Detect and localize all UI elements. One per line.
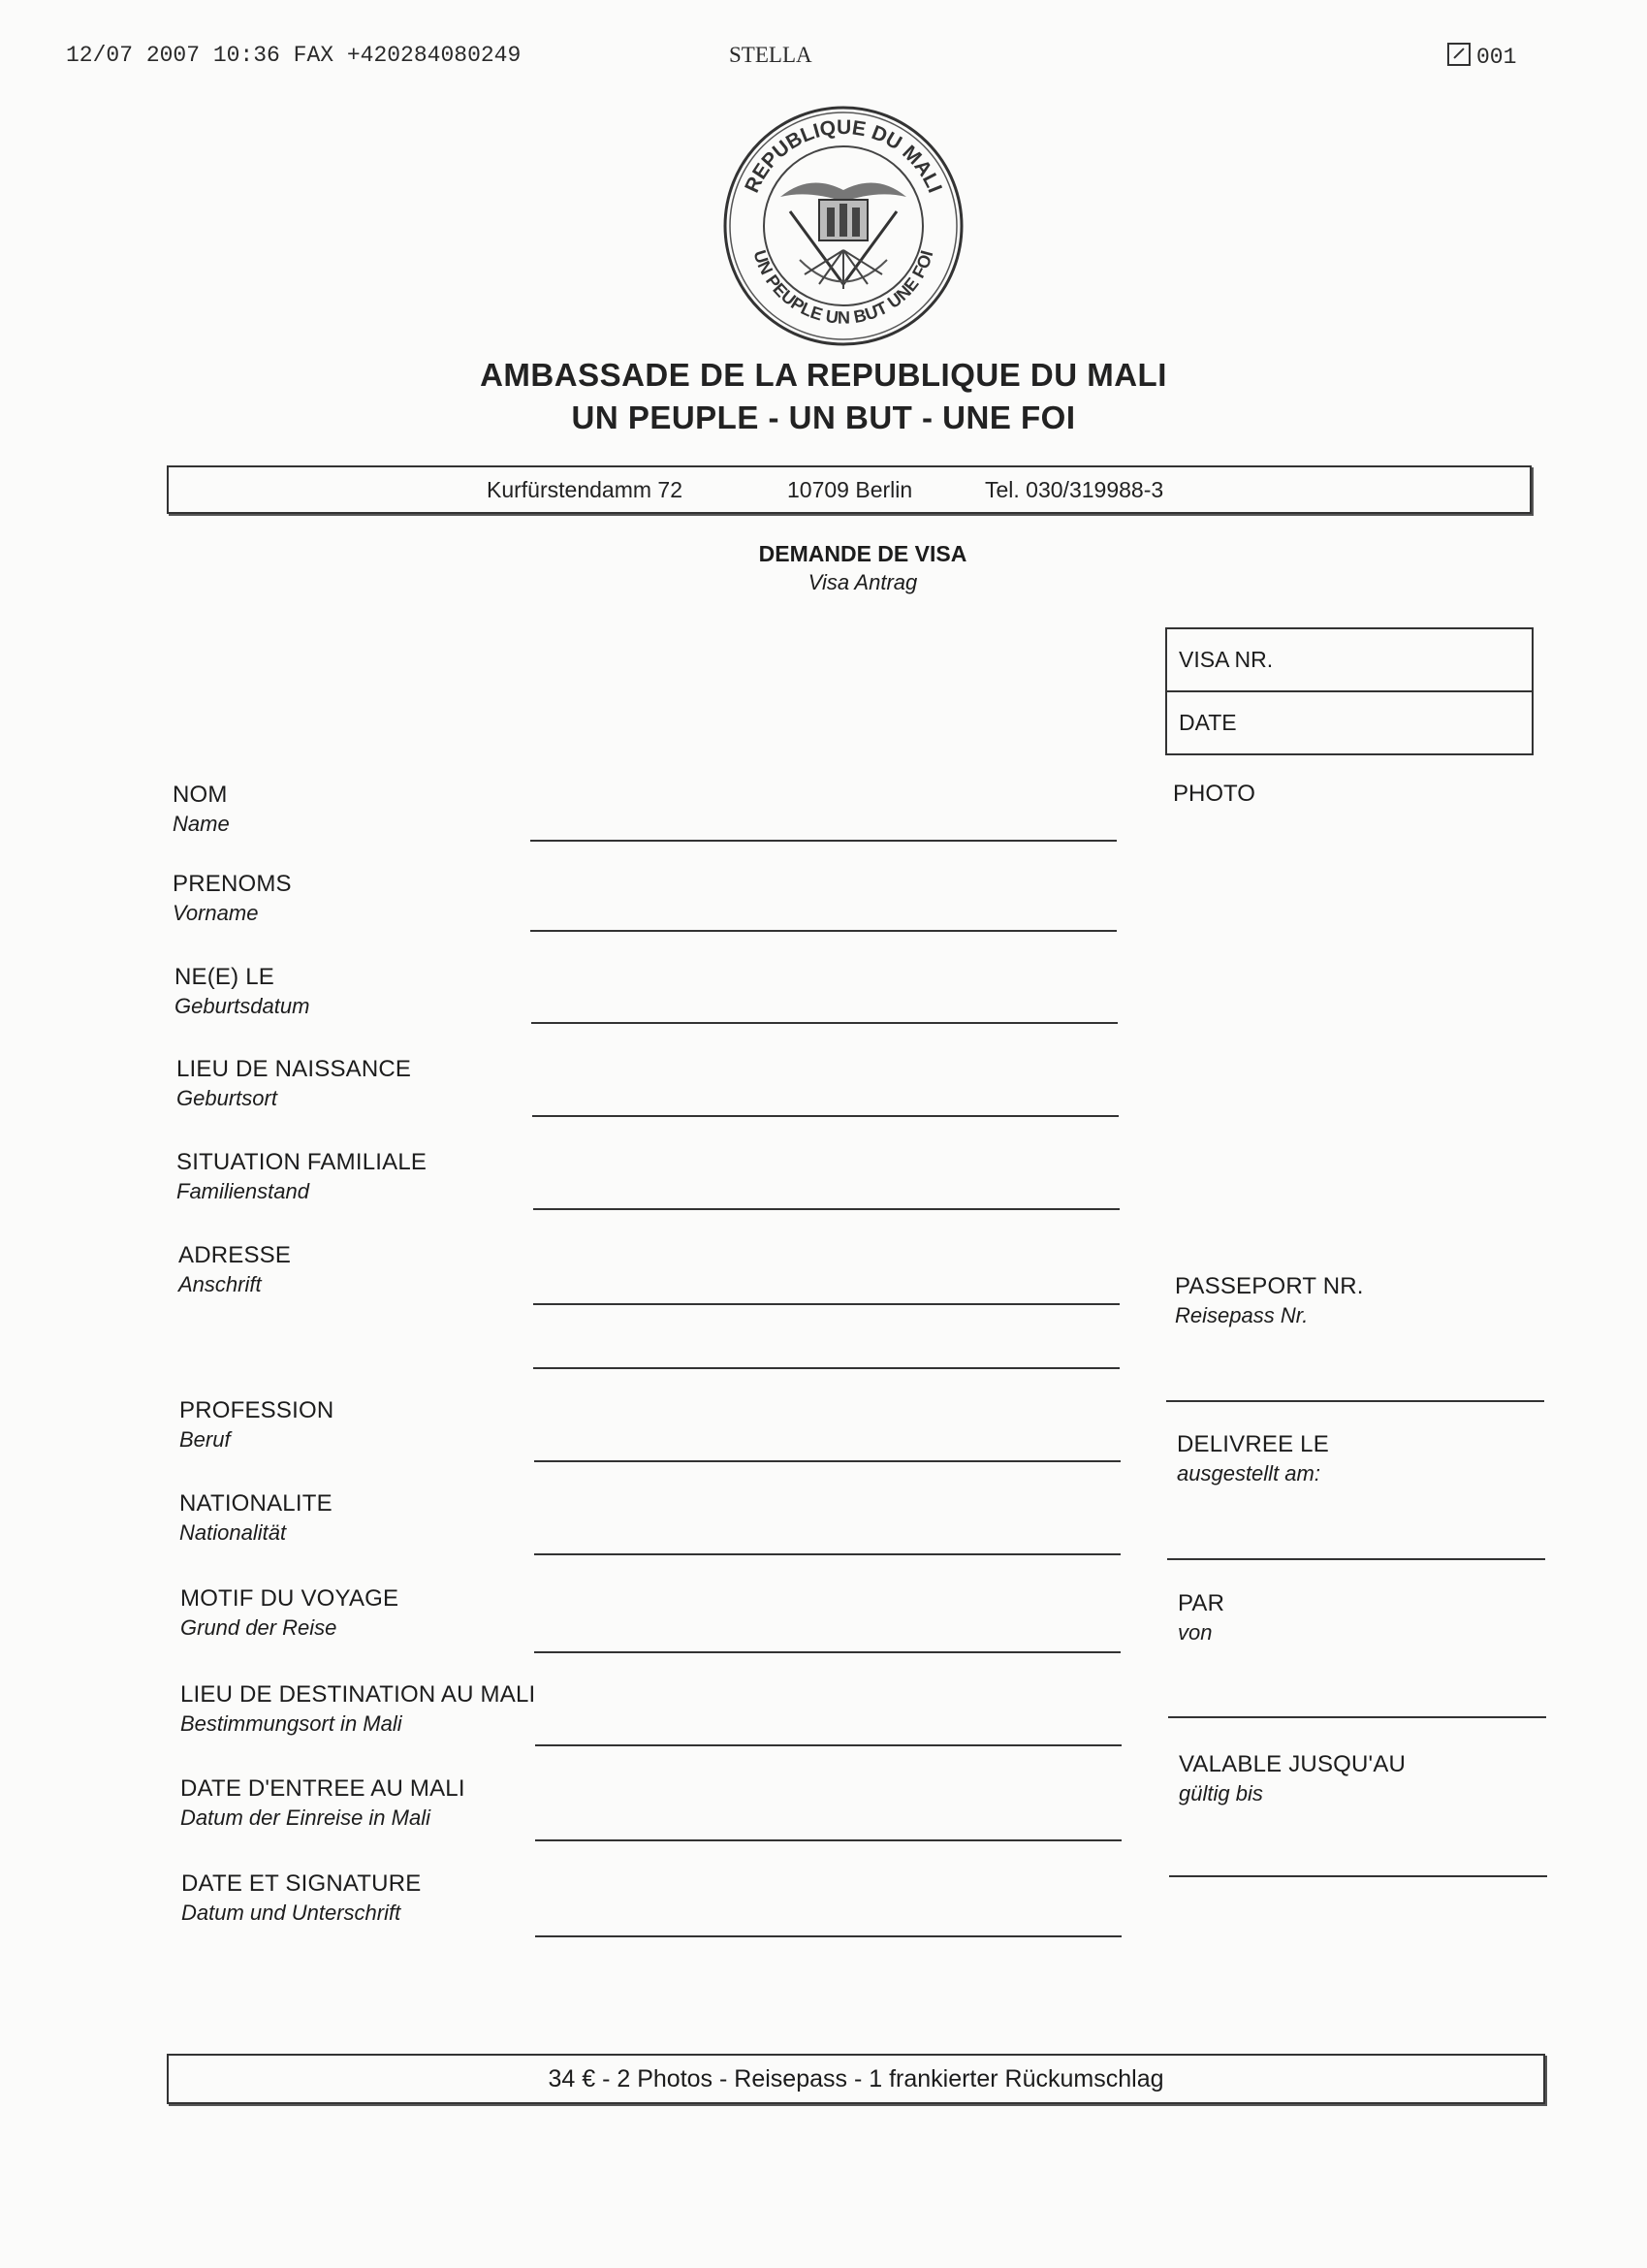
issued-on-input-line[interactable]: [1167, 1558, 1545, 1560]
field-label-german: Anschrift: [178, 1272, 262, 1296]
valid-until-input-line[interactable]: [1169, 1875, 1547, 1877]
field-date-signature: [181, 1870, 421, 1926]
nationality-input-line[interactable]: [534, 1553, 1121, 1555]
field-profession: [179, 1397, 333, 1453]
marital-status-input-line[interactable]: [533, 1208, 1120, 1210]
field-issued-on: [1177, 1431, 1329, 1486]
field-label-german: ausgestellt am:: [1177, 1461, 1320, 1485]
field-label: PRENOMS: [173, 871, 292, 897]
field-date-of-birth: [174, 964, 309, 1019]
date-signature-input-line[interactable]: [535, 1935, 1122, 1937]
field-travel-purpose: [180, 1585, 398, 1641]
field-nom: [173, 782, 230, 837]
form-heading: DEMANDE DE VISA: [758, 541, 967, 566]
field-label-german: Grund der Reise: [180, 1615, 337, 1640]
address-input-line-2[interactable]: [533, 1367, 1120, 1369]
visa-date-label: DATE: [1179, 710, 1237, 735]
requirements-text: 34 € - 2 Photos - Reisepass - 1 frankierter Rückumschlag: [548, 2065, 1164, 2092]
profession-input-line[interactable]: [534, 1460, 1121, 1462]
field-label: SITUATION FAMILIALE: [176, 1149, 428, 1175]
field-label-german: Vorname: [173, 901, 259, 925]
address-box: [167, 465, 1532, 514]
field-label-german: Name: [173, 812, 230, 836]
prenoms-input-line[interactable]: [530, 930, 1117, 932]
field-label: ADRESSE: [178, 1242, 292, 1268]
date-of-birth-input-line[interactable]: [531, 1022, 1118, 1024]
field-label-german: gültig bis: [1179, 1781, 1263, 1805]
entry-date-input-line[interactable]: [535, 1839, 1122, 1841]
field-label-german: Beruf: [179, 1427, 231, 1452]
destination-input-line[interactable]: [535, 1744, 1122, 1746]
seal-emblem: [722, 105, 965, 347]
field-label: PROFESSION: [179, 1397, 334, 1423]
field-label: NATIONALITE: [179, 1490, 333, 1517]
visa-number-label: VISA NR.: [1179, 647, 1274, 672]
field-label-german: Geburtsort: [176, 1086, 277, 1110]
visa-date-row: [1167, 692, 1532, 753]
field-label-german: Datum der Einreise in Mali: [180, 1805, 430, 1830]
fax-page-icon: [1447, 43, 1471, 66]
field-destination: [180, 1681, 535, 1737]
address-telephone: Tel. 030/319988-3: [985, 477, 1164, 502]
travel-purpose-input-line[interactable]: [534, 1651, 1121, 1653]
fax-sender-name: STELLA: [729, 43, 812, 67]
seal-bottom-text: UN PEUPLE UN BUT UNE FOI: [749, 247, 937, 328]
fax-header: [0, 43, 1647, 81]
place-of-birth-input-line[interactable]: [532, 1115, 1119, 1117]
field-label: VALABLE JUSQU'AU: [1179, 1751, 1407, 1777]
visa-number-row: [1167, 629, 1532, 692]
field-label: NOM: [173, 782, 228, 808]
field-address: [178, 1242, 291, 1297]
field-label: PASSEPORT NR.: [1175, 1273, 1364, 1299]
field-valid-until: [1179, 1751, 1406, 1806]
requirements-box: [167, 2054, 1545, 2104]
field-label: PAR: [1178, 1590, 1225, 1616]
field-label-german: Geburtsdatum: [174, 994, 310, 1018]
field-label-german: von: [1178, 1620, 1213, 1645]
seal-top-text: REPUBLIQUE DU MALI: [741, 115, 946, 197]
field-passport-number: [1175, 1273, 1364, 1328]
field-nationality: [179, 1490, 333, 1546]
field-label-german: Nationalität: [179, 1520, 287, 1545]
passport-number-input-line[interactable]: [1166, 1400, 1544, 1402]
field-label: LIEU DE NAISSANCE: [176, 1056, 412, 1082]
field-label-german: Familienstand: [176, 1179, 309, 1203]
field-label: DATE ET SIGNATURE: [181, 1870, 422, 1897]
embassy-title: AMBASSADE DE LA REPUBLIQUE DU MALI: [480, 357, 1167, 393]
photo-label: PHOTO: [1173, 781, 1255, 807]
fax-page-value: 001: [1476, 45, 1517, 70]
field-issued-by: [1178, 1590, 1224, 1645]
nom-input-line[interactable]: [530, 840, 1117, 842]
field-marital-status: [176, 1149, 427, 1204]
visa-number-box: [1165, 627, 1534, 755]
address-city: 10709 Berlin: [787, 477, 913, 502]
embassy-motto: UN PEUPLE - UN BUT - UNE FOI: [571, 399, 1076, 435]
fax-page-number: [1447, 43, 1516, 70]
field-label: NE(E) LE: [174, 964, 274, 990]
fax-transmission-info: 12/07 2007 10:36 FAX +420284080249: [66, 43, 522, 68]
address-street: Kurfürstendamm 72: [487, 477, 682, 502]
field-label: DELIVREE LE: [1177, 1431, 1329, 1457]
address-input-line-1[interactable]: [533, 1303, 1120, 1305]
field-label-german: Bestimmungsort in Mali: [180, 1711, 402, 1736]
field-label: DATE D'ENTREE AU MALI: [180, 1775, 465, 1802]
issued-by-input-line[interactable]: [1168, 1716, 1546, 1718]
field-label: MOTIF DU VOYAGE: [180, 1585, 399, 1612]
field-label: LIEU DE DESTINATION AU MALI: [180, 1681, 536, 1708]
field-prenoms: [173, 871, 292, 926]
field-label-german: Reisepass Nr.: [1175, 1303, 1309, 1327]
field-label-german: Datum und Unterschrift: [181, 1901, 401, 1925]
field-place-of-birth: [176, 1056, 411, 1111]
form-heading-german: Visa Antrag: [808, 570, 918, 594]
field-entry-date: [180, 1775, 465, 1831]
